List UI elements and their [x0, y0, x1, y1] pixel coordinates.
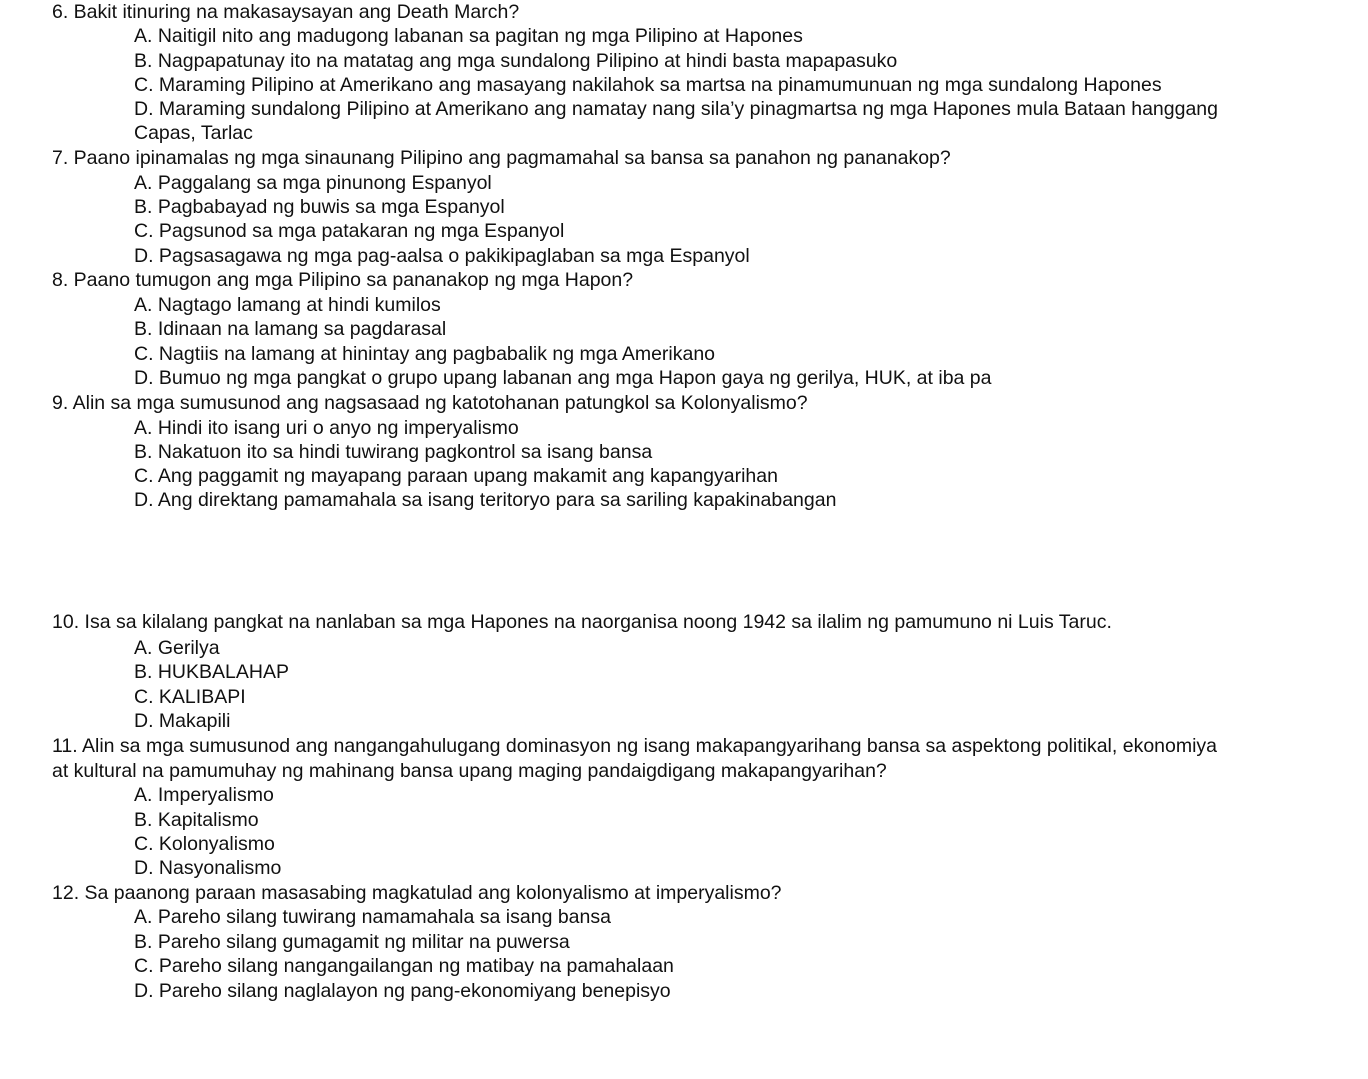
- question-8-option-c: C. Nagtiis na lamang at hinintay ang pagbabalik ng mga Amerikano: [134, 343, 716, 365]
- question-11: 11. Alin sa mga sumusunod ang nangangahulugang dominasyon ng isang makapangyarihang bansa sa aspektong politikal, ekonomiya: [52, 735, 1218, 757]
- question-8: 8. Paano tumugon ang mga Pilipino sa pananakop ng mga Hapon?: [52, 269, 634, 291]
- question-6-option-b: B. Nagpapatunay ito na matatag ang mga sundalong Pilipino at hindi basta mapapasuko: [134, 50, 898, 72]
- question-7-option-b: B. Pagbabayad ng buwis sa mga Espanyol: [134, 196, 505, 218]
- question-12-option-b: B. Pareho silang gumagamit ng militar na puwersa: [134, 931, 570, 953]
- question-12-option-d: D. Pareho silang naglalayon ng pang-ekonomiyang benepisyo: [134, 980, 671, 1002]
- question-6-option-c: C. Maraming Pilipino at Amerikano ang masayang nakilahok sa martsa na pinamumunuan ng mga sundalong Hapones: [134, 74, 1162, 96]
- question-9: 9. Alin sa mga sumusunod ang nagsasaad ng katotohanan patungkol sa Kolonyalismo?: [52, 392, 808, 414]
- question-9-option-a: A. Hindi ito isang uri o anyo ng imperyalismo: [134, 417, 519, 439]
- question-10-option-a: A. Gerilya: [134, 637, 220, 659]
- question-10: 10. Isa sa kilalang pangkat na nanlaban sa mga Hapones na naorganisa noong 1942 sa ilalim ng pamumuno ni Luis Taruc.: [52, 611, 1112, 633]
- question-11-cont: at kultural na pamumuhay ng mahinang bansa upang maging pandaigdigang makapangyarihan?: [52, 760, 887, 782]
- question-11-option-a: A. Imperyalismo: [134, 784, 274, 806]
- question-7: 7. Paano ipinamalas ng mga sinaunang Pilipino ang pagmamahal sa bansa sa panahon ng pananakop?: [52, 147, 951, 169]
- question-11-option-b: B. Kapitalismo: [134, 809, 259, 831]
- question-7-option-c: C. Pagsunod sa mga patakaran ng mga Espanyol: [134, 220, 565, 242]
- question-9-option-c: C. Ang paggamit ng mayapang paraan upang makamit ang kapangyarihan: [134, 465, 778, 487]
- question-6-option-d-cont: Capas, Tarlac: [134, 122, 253, 144]
- question-7-option-a: A. Paggalang sa mga pinunong Espanyol: [134, 172, 492, 194]
- question-6: 6. Bakit itinuring na makasaysayan ang Death March?: [52, 1, 520, 23]
- question-6-option-d: D. Maraming sundalong Pilipino at Amerikano ang namatay nang sila’y pinagmartsa ng mga Hapones mula Bataan hanggang: [134, 98, 1219, 120]
- question-9-option-b: B. Nakatuon ito sa hindi tuwirang pagkontrol sa isang bansa: [134, 441, 653, 463]
- question-10-option-b: B. HUKBALAHAP: [134, 661, 289, 683]
- question-9-option-d: D. Ang direktang pamamahala sa isang teritoryo para sa sariling kapakinabangan: [134, 489, 837, 511]
- question-8-option-a: A. Nagtago lamang at hindi kumilos: [134, 294, 441, 316]
- question-11-option-d: D. Nasyonalismo: [134, 857, 282, 879]
- question-7-option-d: D. Pagsasagawa ng mga pag-aalsa o pakikipaglaban sa mga Espanyol: [134, 245, 750, 267]
- question-6-option-a: A. Naitigil nito ang madugong labanan sa pagitan ng mga Pilipino at Hapones: [134, 25, 803, 47]
- question-12-option-a: A. Pareho silang tuwirang namamahala sa isang bansa: [134, 906, 611, 928]
- question-8-option-d: D. Bumuo ng mga pangkat o grupo upang labanan ang mga Hapon gaya ng gerilya, HUK, at iba pa: [134, 367, 992, 389]
- question-10-option-c: C. KALIBAPI: [134, 686, 246, 708]
- question-12: 12. Sa paanong paraan masasabing magkatulad ang kolonyalismo at imperyalismo?: [52, 882, 782, 904]
- question-10-option-d: D. Makapili: [134, 710, 231, 732]
- question-8-option-b: B. Idinaan na lamang sa pagdarasal: [134, 318, 447, 340]
- question-12-option-c: C. Pareho silang nangangailangan ng matibay na pamahalaan: [134, 955, 674, 977]
- question-11-option-c: C. Kolonyalismo: [134, 833, 275, 855]
